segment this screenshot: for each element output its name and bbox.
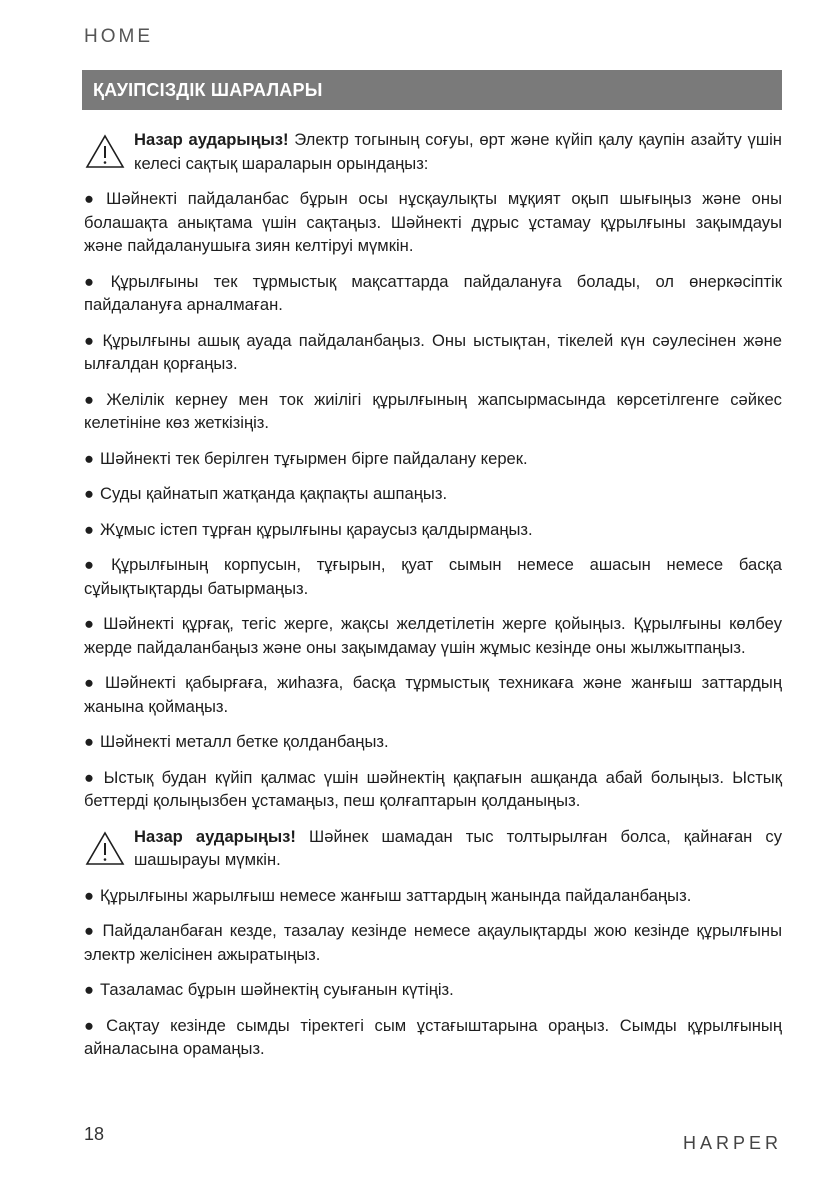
home-brand-logo: HOME (84, 26, 153, 47)
warning-triangle-icon (85, 134, 125, 169)
list-item: ● Тазаламас бұрын шәйнектің суығанын күтіңіз. (84, 980, 454, 999)
page-number: 18 (84, 1124, 105, 1144)
list-item: ● Құрылғының корпусын, тұғырын, қуат сымын немесе ашасын немесе басқа сұйықтықтарды батырмаңыз. (84, 555, 782, 598)
warning-block-2 (84, 825, 782, 872)
bullet-icon: ● (84, 673, 99, 692)
list-item: ● Желілік кернеу мен ток жиілігі құрылғының жапсырмасында көрсетілгенге сәйкес келетініне көз жеткізіңіз. (84, 389, 782, 432)
list-item: ● Пайдаланбаған кезде, тазалау кезінде немесе ақаулықтарды жою кезінде құрылғыны электр желісінен ажыратыңыз. (84, 921, 783, 964)
bullet-icon: ● (84, 1015, 101, 1035)
bullet-icon: ● (84, 389, 101, 409)
bullet-icon: ● (84, 921, 97, 940)
list-item: ● Шәйнекті пайдаланбас бұрын осы нұсқаулықты мұқият оқып шығыңыз және оны болашақта анықтама үшін сақтаңыз. Шәйнекті дұрыс ұстамау құрылғыны зақымдауы және пайдаланушыға зиян келтіруі мүмкін. (84, 189, 782, 255)
safety-content (84, 128, 782, 1073)
list-item: ● Шәйнекті металл бетке қолданбаңыз. (84, 732, 389, 751)
bullet-icon: ● (84, 448, 95, 468)
bullet-list-a (84, 187, 782, 813)
section-title-banner (82, 70, 782, 110)
warning-block-1 (84, 128, 782, 175)
bullet-list-b (84, 884, 782, 1061)
list-item: ● Жұмыс істеп тұрған құрылғыны қараусыз қалдырмаңыз. (84, 519, 533, 539)
bullet-icon: ● (84, 980, 95, 999)
harper-brand-logo: HARPER (682, 1133, 782, 1153)
bullet-icon: ● (84, 271, 105, 291)
list-item: ● Құрылғыны ашық ауада пайдаланбаңыз. Оны ыстықтан, тікелей күн сәулесінен және ылғалдан қорғаңыз. (84, 330, 782, 373)
section-title: ҚАУІПСІЗДІК ШАРАЛАРЫ (93, 79, 323, 100)
warning-text: Шәйнек шамадан тыс толтырылған болса, қайнаған су шашырауы мүмкін. (134, 826, 782, 869)
bullet-icon: ● (84, 484, 95, 503)
warning-triangle-icon (85, 831, 125, 866)
list-item: ● Шәйнекті құрғақ, тегіс жерге, жақсы желдетілетін жерге қойыңыз. Құрылғыны көлбеу жерде пайдаланбаңыз және оны зақымдамау үшін жұмыс кезінде оны жылжытпаңыз. (84, 614, 782, 657)
warning-title: Назар аударыңыз! (134, 130, 289, 149)
list-item: ● Шәйнекті қабырғаға, жиһазға, басқа тұрмыстық техникаға және жанғыш заттардың жанына қоймаңыз. (84, 673, 782, 716)
list-item: ● Құрылғыны тек тұрмыстық мақсаттарда пайдалануға болады, ол өнеркәсіптік пайдалануға арналмаған. (84, 271, 782, 314)
bullet-icon: ● (84, 614, 98, 633)
bullet-icon: ● (84, 519, 95, 539)
bullet-icon: ● (84, 732, 95, 751)
list-item: ● Суды қайнатып жатқанда қақпақты ашпаңыз. (84, 484, 448, 503)
list-item: ● Құрылғыны жарылғыш немесе жанғыш заттардың жанында пайдаланбаңыз. (84, 885, 692, 905)
bullet-icon: ● (84, 767, 98, 787)
bullet-icon: ● (84, 330, 97, 350)
list-item: ● Ыстық будан күйіп қалмас үшін шәйнектің қақпағын ашқанда абай болыңыз. Ыстық беттерді қолыңызбен ұстамаңыз, пеш қолғаптарын қолданыңыз. (84, 767, 782, 810)
list-item: ● Сақтау кезінде сымды тіректегі сым ұстағыштарына ораңыз. Сымды құрылғының айналасына орамаңыз. (84, 1015, 782, 1058)
bullet-icon: ● (84, 555, 106, 574)
bullet-icon: ● (84, 189, 101, 208)
bullet-icon: ● (84, 885, 95, 905)
warning-title: Назар аударыңыз! (134, 826, 296, 846)
warning-text: Электр тогының соғуы, өрт және күйіп қалу қаупін азайту үшін келесі сақтық шараларын орындаңыз: (134, 130, 782, 173)
list-item: ● Шәйнекті тек берілген тұғырмен бірге пайдалану керек. (84, 448, 528, 468)
